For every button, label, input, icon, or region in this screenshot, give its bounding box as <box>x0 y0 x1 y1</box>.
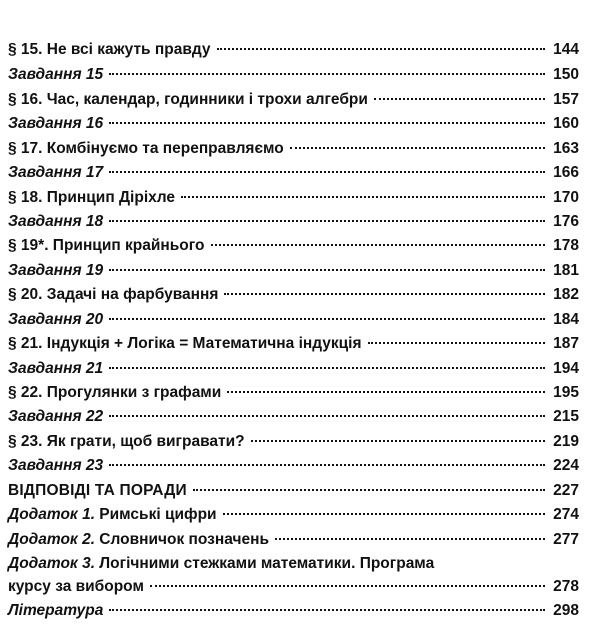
toc-entry-page: 150 <box>553 66 579 83</box>
toc-entry-section-21[interactable] <box>8 332 579 356</box>
toc-entry-page: 224 <box>553 457 579 474</box>
toc-entry-answers[interactable] <box>8 479 579 503</box>
toc-entry-title: Завдання 21 <box>8 360 104 377</box>
toc-entry-appendix-3-line-2[interactable] <box>8 575 579 599</box>
toc-entry-page: 187 <box>553 335 579 352</box>
dot-leader <box>109 269 545 271</box>
dot-leader <box>251 440 546 442</box>
toc-entry-section-17[interactable] <box>8 137 579 161</box>
toc-entry-title: Завдання 17 <box>8 164 104 181</box>
appendix-title: Логічними стежками математики. Програма <box>95 555 435 572</box>
toc-entry-tasks-23[interactable] <box>8 454 579 478</box>
dot-leader <box>109 464 545 466</box>
dot-leader <box>227 391 545 393</box>
toc-entry-title: Завдання 19 <box>8 262 104 279</box>
appendix-label: Додаток 3. <box>8 555 95 572</box>
toc-entry-section-16[interactable] <box>8 88 579 112</box>
toc-entry-section-18[interactable] <box>8 186 579 210</box>
dot-leader <box>275 538 545 540</box>
toc-entry-title: § 15. Не всі кажуть правду <box>8 41 211 58</box>
toc-entry-title: § 22. Прогулянки з графами <box>8 384 222 401</box>
dot-leader <box>109 73 545 75</box>
toc-entry-tasks-19[interactable] <box>8 259 579 283</box>
toc-entry-tasks-16[interactable] <box>8 112 579 136</box>
toc-entry-page: 178 <box>553 237 579 254</box>
toc-entry-title: Завдання 22 <box>8 408 104 425</box>
toc-entry-page: 170 <box>553 189 579 206</box>
toc-entry-title: § 19*. Принцип крайнього <box>8 237 205 254</box>
toc-entry-page: 166 <box>553 164 579 181</box>
toc-entry-page: 160 <box>553 115 579 132</box>
toc-entry-page: 163 <box>553 140 579 157</box>
toc-entry-literature[interactable] <box>8 599 579 623</box>
appendix-title: Словничок позначень <box>95 531 269 548</box>
dot-leader <box>290 147 545 149</box>
toc-entry-section-19[interactable] <box>8 234 579 258</box>
toc-entry-page: 181 <box>553 262 579 279</box>
dot-leader <box>109 122 545 124</box>
dot-leader <box>211 244 546 246</box>
toc-entry-page: 157 <box>553 91 579 108</box>
toc-entry-page: 195 <box>553 384 579 401</box>
toc-entry-page: 274 <box>553 506 579 523</box>
toc-entry-title: Завдання 16 <box>8 115 104 132</box>
toc-entry-appendix-3-line-1[interactable] <box>8 552 579 576</box>
toc-entry-title <box>8 528 269 552</box>
toc-entry-section-20[interactable] <box>8 283 579 307</box>
toc-entry-title: § 20. Задачі на фарбування <box>8 286 219 303</box>
toc-entry-page: 144 <box>553 41 579 58</box>
appendix-title: Римські цифри <box>95 506 217 523</box>
toc-entry-page: 194 <box>553 360 579 377</box>
dot-leader <box>109 318 545 320</box>
appendix-label: Додаток 1. <box>8 506 95 523</box>
toc-entry-page: 277 <box>553 531 579 548</box>
toc-entry-appendix-2[interactable] <box>8 528 579 552</box>
toc-entry-title: § 16. Час, календар, годинники і трохи алгебри <box>8 91 368 108</box>
dot-leader <box>109 609 545 611</box>
toc-entry-tasks-21[interactable] <box>8 357 579 381</box>
dot-leader <box>109 367 545 369</box>
toc-entry-title: курсу за вибором <box>8 578 144 595</box>
toc-entry-page: 182 <box>553 286 579 303</box>
toc-entry-title: Завдання 20 <box>8 311 104 328</box>
dot-leader <box>217 48 546 50</box>
toc-entry-page: 219 <box>553 433 579 450</box>
dot-leader <box>374 98 545 100</box>
toc-entry-section-15[interactable] <box>8 38 579 62</box>
toc-entry-title: Завдання 18 <box>8 213 104 230</box>
dot-leader <box>193 489 545 491</box>
dot-leader <box>109 220 545 222</box>
appendix-label: Додаток 2. <box>8 531 95 548</box>
toc-entry-title: § 21. Індукція + Логіка = Математична індукція <box>8 335 362 352</box>
dot-leader <box>368 342 546 344</box>
toc-entry-tasks-22[interactable] <box>8 405 579 429</box>
dot-leader <box>181 196 545 198</box>
dot-leader <box>150 585 545 587</box>
dot-leader <box>109 415 545 417</box>
toc-entry-title: Завдання 23 <box>8 457 104 474</box>
toc-entry-title: Завдання 15 <box>8 66 104 83</box>
toc-entry-section-23[interactable] <box>8 430 579 454</box>
toc-entry-page: 176 <box>553 213 579 230</box>
toc-entry-page: 184 <box>553 311 579 328</box>
toc-entry-page: 227 <box>553 482 579 499</box>
toc-entry-page: 215 <box>553 408 579 425</box>
toc-entry-title: Література <box>8 602 104 619</box>
dot-leader <box>224 293 545 295</box>
toc-entry-title <box>8 503 217 527</box>
toc-entry-title: § 23. Як грати, щоб вигравати? <box>8 433 245 450</box>
toc-entry-title: § 17. Комбінуємо та переправляємо <box>8 140 284 157</box>
toc-entry-page: 298 <box>553 602 579 619</box>
toc-entry-title: ВІДПОВІДІ ТА ПОРАДИ <box>8 482 187 499</box>
toc-entry-appendix-1[interactable] <box>8 503 579 527</box>
toc-entry-title: § 18. Принцип Діріхле <box>8 189 176 206</box>
toc-entry-page: 278 <box>553 578 579 595</box>
toc-entry-tasks-15[interactable] <box>8 63 579 87</box>
toc-entry-tasks-18[interactable] <box>8 210 579 234</box>
toc-entry-tasks-20[interactable] <box>8 308 579 332</box>
dot-leader <box>223 513 546 515</box>
toc-entry-tasks-17[interactable] <box>8 161 579 185</box>
toc-entry-section-22[interactable] <box>8 381 579 405</box>
dot-leader <box>109 171 545 173</box>
